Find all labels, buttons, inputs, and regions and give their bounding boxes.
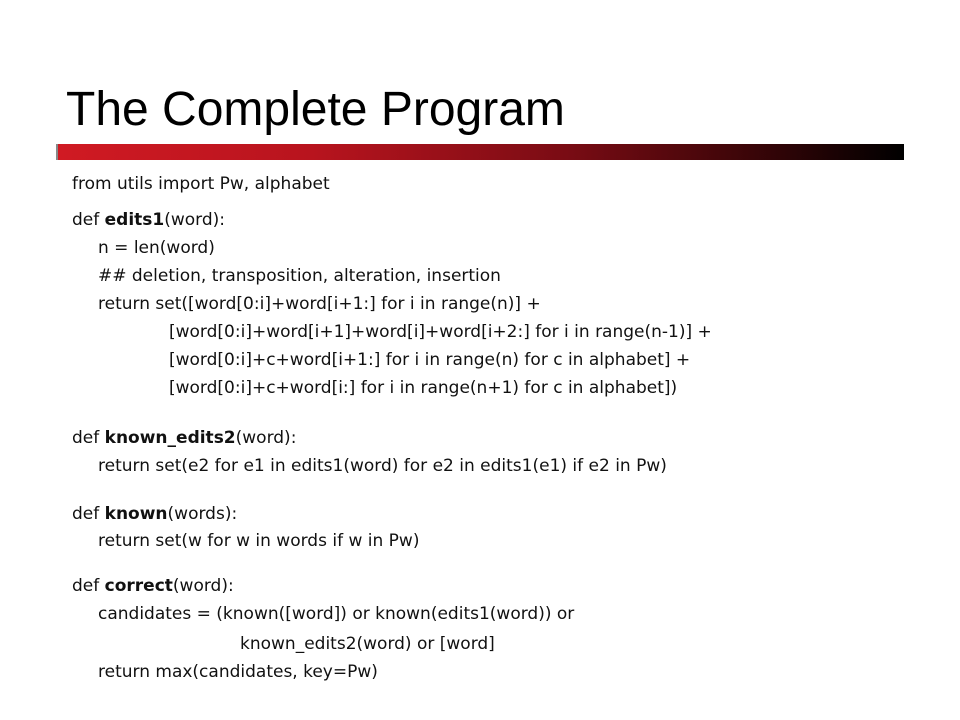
code-line: [word[0:i]+word[i+1]+word[i]+word[i+2:] for i in range(n-1)] + xyxy=(169,322,712,342)
code-line: return set([word[0:i]+word[i+1:] for i in range(n)] + xyxy=(98,294,541,314)
def-known-edits2 xyxy=(72,424,296,452)
import-line: from utils import Pw, alphabet xyxy=(72,174,330,194)
slide-title: The Complete Program xyxy=(66,83,565,136)
function-name: correct xyxy=(104,576,173,596)
code-line: [word[0:i]+c+word[i+1:] for i in range(n) for c in alphabet] + xyxy=(169,350,691,370)
code-line: n = len(word) xyxy=(98,238,215,258)
code-line: return set(e2 for e1 in edits1(word) for e2 in edits1(e1) if e2 in Pw) xyxy=(98,456,667,476)
def-known xyxy=(72,500,237,528)
def-correct xyxy=(72,572,234,600)
code-line: return set(w for w in words if w in Pw) xyxy=(98,531,420,551)
function-name: known xyxy=(104,504,168,524)
code-line: [word[0:i]+c+word[i:] for i in range(n+1) for c in alphabet]) xyxy=(169,378,678,398)
function-signature: (word): xyxy=(172,576,234,596)
function-signature: (words): xyxy=(167,504,238,524)
code-line: known_edits2(word) or [word] xyxy=(240,634,495,654)
title-underline-bar xyxy=(56,144,904,160)
def-keyword: def xyxy=(72,576,105,596)
function-name: known_edits2 xyxy=(104,428,236,448)
def-edits1 xyxy=(72,206,225,234)
function-signature: (word): xyxy=(164,210,226,230)
def-keyword: def xyxy=(72,504,105,524)
def-keyword: def xyxy=(72,428,105,448)
code-line: candidates = (known([word]) or known(edits1(word)) or xyxy=(98,604,575,624)
code-comment: ## deletion, transposition, alteration, insertion xyxy=(98,266,501,286)
code-line: return max(candidates, key=Pw) xyxy=(98,662,378,682)
function-name: edits1 xyxy=(104,210,165,230)
def-keyword: def xyxy=(72,210,105,230)
function-signature: (word): xyxy=(235,428,297,448)
